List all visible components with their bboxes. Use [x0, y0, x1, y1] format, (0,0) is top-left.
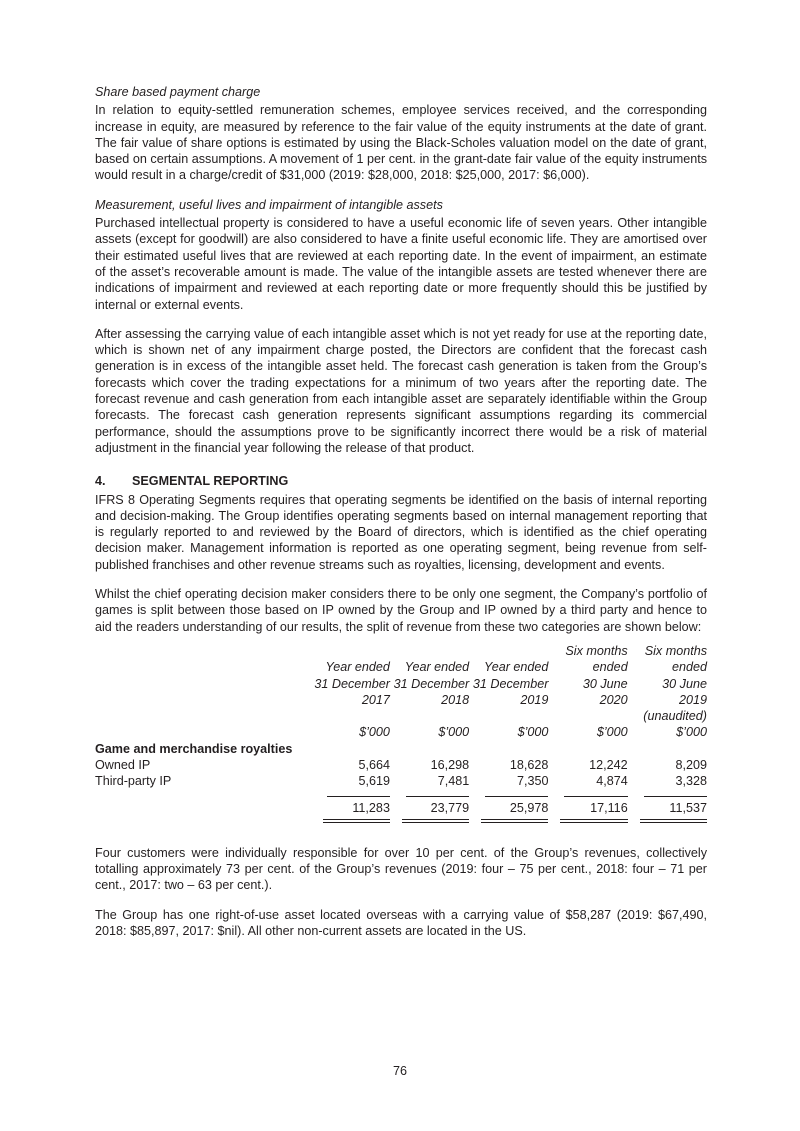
share-payment-heading: Share based payment charge — [95, 85, 261, 99]
row-label: Third-party IP — [95, 774, 172, 789]
column-header: Year ended 31 December 2017 $’000 — [314, 660, 390, 740]
intangible-assets-heading: Measurement, useful lives and impairment of intangible assets — [95, 197, 443, 212]
section-heading — [95, 473, 707, 489]
intangible-assets-paragraph-1: Purchased intellectual property is considered to have a useful economic life of seven years. Other intangible assets (except for goodwill) are also considered to have a finite useful economic life. They are amortised over their estimated useful lives that are reviewed at each reporting date. In the event of impairment, an estimate of the asset’s recoverable amount is made. The value of the intangible assets are tested whenever there are indications of impairment and reviewed at each reporting date or more frequently should this be justified by internal or external events. — [95, 216, 707, 312]
assets-paragraph: The Group has one right-of-use asset located overseas with a carrying value of $58,287 (2019: $67,490, 2018: $85,897, 2017: $nil). All other non-current assets are located in the US. — [95, 907, 707, 939]
table-cell: 12,242 — [589, 757, 628, 772]
total-cell: 23,779 — [390, 796, 469, 823]
revenue-table — [95, 643, 707, 823]
total-cell: 25,978 — [469, 796, 548, 823]
row-label: Owned IP — [95, 757, 151, 772]
total-cell: 11,283 — [311, 796, 390, 823]
table-category-label: Game and merchandise royalties — [95, 741, 293, 756]
intangible-assets-paragraph-2: After assessing the carrying value of each intangible asset which is not yet ready for use at the reporting date, which is shown net of any impairment charge posted, the Directors are confident that the forecast cash generation is in excess of the intangible asset held. The forecast cash generation is taken from the Group’s forecasts which cover the trading expectations for a minimum of two years after the reporting date. The forecast revenue and cash generation from each intangible asset are separately identifiable within the Group forecasts. The forecast cash generation represents significant assumptions regarding its commercial performance, should the assumptions prove to be significantly incorrect there would be a risk of material adjustment in the financial year following the release of that product. — [95, 326, 707, 455]
column-header: Six months ended 30 June 2019 (unaudited) $’000 — [643, 643, 707, 740]
table-cell: 16,298 — [430, 757, 470, 772]
page-number: 76 — [392, 1064, 407, 1078]
table-cell: 18,628 — [509, 757, 549, 772]
segment-paragraph-2: Whilst the chief operating decision maker considers there to be only one segment, the Company’s portfolio of games is split between those based on IP owned by the Group and IP owned by a third party and hence to aid the readers understanding of our results, the split of revenue from these two categories are shown below: — [95, 587, 707, 634]
table-cell: 4,874 — [596, 774, 628, 789]
table-cell: 5,664 — [358, 757, 390, 772]
column-header: Year ended 31 December 2018 $’000 — [393, 660, 470, 740]
segment-paragraph-1: IFRS 8 Operating Segments requires that operating segments be identified on the basis of internal reporting and decision-making. The Group identifies operating segments based on internal management reporting that is regularly reported to and reviewed by the Board of directors, which is identified as the chief operating decision maker. Management information is reported as one operating segment, being revenue from self-published franchises and other revenue streams such as royalties, licensing, development and events. — [95, 492, 707, 572]
section-title: SEGMENTAL REPORTING — [132, 474, 289, 489]
column-header: Year ended 31 December 2019 $’000 — [472, 660, 549, 740]
table-cell: 8,209 — [675, 757, 707, 772]
document-page — [95, 84, 707, 939]
table-cell: 5,619 — [358, 774, 390, 789]
table-row — [95, 757, 707, 773]
table-row — [95, 773, 707, 789]
table-cell: 3,328 — [675, 774, 707, 789]
table-total-row — [95, 796, 707, 823]
total-cell: 17,116 — [548, 796, 627, 823]
column-header: Six months ended 30 June 2020 $’000 — [565, 643, 628, 740]
total-cell: 11,537 — [628, 796, 707, 823]
table-cell: 7,481 — [437, 774, 470, 789]
customers-paragraph: Four customers were individually responsible for over 10 per cent. of the Group’s revenues, collectively totalling approximately 73 per cent. of the Group’s revenues (2019: four – 75 per cent., 2018: four – 71 per cent., 2017: two – 63 per cent.). — [95, 845, 707, 893]
section-number: 4. — [95, 474, 106, 489]
table-header-row — [95, 643, 707, 741]
share-payment-paragraph: In relation to equity-settled remuneration schemes, employee services received, and the corresponding increase in equity, are measured by reference to the fair value of the equity instruments at the date of grant. The fair value of share options is estimated by using the Black-Scholes valuation model on the date of grant, based on certain assumptions. A movement of 1 per cent. in the grant-date fair value of the equity instruments would result in a charge/credit of $31,000 (2019: $28,000, 2018: $25,000, 2017: $6,000). — [95, 103, 707, 183]
table-cell: 7,350 — [516, 774, 549, 789]
